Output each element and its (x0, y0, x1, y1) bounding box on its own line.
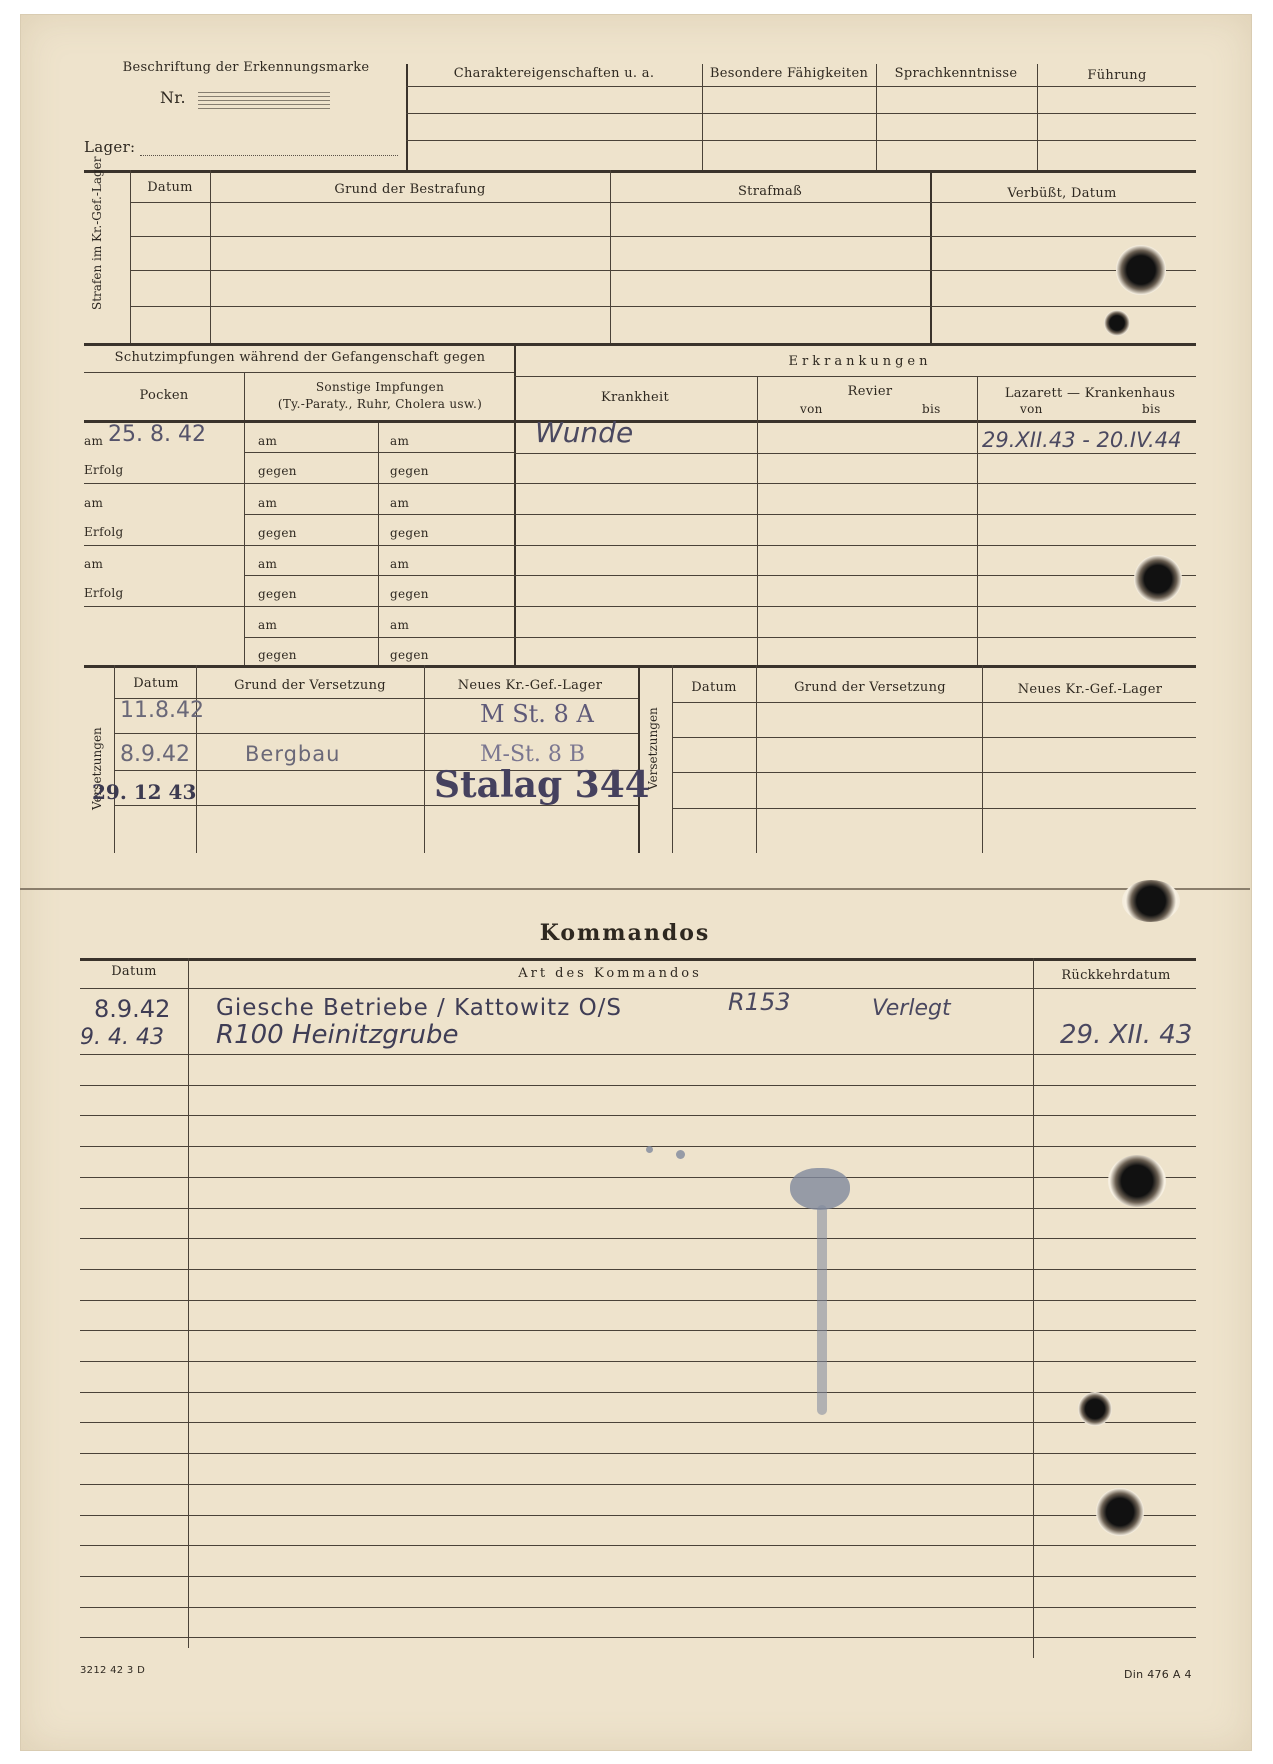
lazarett-bis: bis (1142, 402, 1161, 416)
punch-hole-3 (1134, 555, 1182, 603)
pocken-erfolg-3: Erfolg (84, 586, 124, 600)
erkrankungen-header: Erkrankungen (788, 354, 932, 369)
k-row1-datum: 8.9.42 (94, 995, 171, 1023)
strafen-strafmass: Strafmaß (737, 184, 803, 199)
kommandos-row-line (80, 1054, 1196, 1055)
pocken-am-2: am (84, 496, 104, 510)
sonst-gegen-4b: gegen (390, 648, 429, 662)
kommandos-art-label: Art des Kommandos (518, 966, 702, 981)
sonst-am-3a: am (258, 557, 278, 571)
strafen-verbuesst: Verbüßt, Datum (1007, 186, 1117, 201)
pocken-date: 25. 8. 42 (108, 422, 206, 447)
vers-neues-left: Neues Kr.-Gef.-Lager (457, 678, 603, 693)
k-row2-art: R100 Heinitzgrube (216, 1020, 459, 1050)
ink-dot-2 (676, 1150, 685, 1159)
strafen-datum: Datum (147, 180, 193, 195)
lager-dotted-line (140, 155, 398, 156)
vers-row2-lager: M-St. 8 B (480, 742, 586, 767)
kommandos-row-line (80, 1392, 1196, 1393)
kommandos-datum-label: Datum (111, 964, 157, 979)
vers-grund-right: Grund der Versetzung (794, 680, 946, 695)
ink-dot-1 (646, 1146, 653, 1153)
lazarett-entry: 29.XII.43 - 20.IV.44 (982, 428, 1182, 452)
sonst-am-2a: am (258, 496, 278, 510)
vers-datum-right: Datum (691, 680, 737, 695)
kommandos-row-line (80, 1484, 1196, 1485)
vers-neues-right: Neues Kr.-Gef.-Lager (1017, 682, 1163, 697)
kommandos-row-line (80, 1085, 1196, 1086)
kommandos-row-line (80, 1300, 1196, 1301)
charakter-label: Charaktereigenschaften u. a. (453, 66, 655, 81)
sonst-gegen-1b: gegen (390, 464, 429, 478)
fuehrung-label: Führung (1087, 68, 1147, 83)
sonst-am-4a: am (258, 618, 278, 632)
versetzungen-side-left: Versetzungen (90, 727, 104, 810)
krankheit-label: Krankheit (600, 390, 670, 405)
strafen-side-label: Strafen im Kr.-Gef.-Lager (90, 156, 104, 310)
nr-hatch (198, 92, 330, 112)
kommandos-row-line (80, 1515, 1196, 1516)
ink-drip (817, 1205, 827, 1415)
sonst-gegen-4a: gegen (258, 648, 297, 662)
k-row1-note2: Verlegt (872, 996, 951, 1021)
punch-hole-5 (1108, 1155, 1166, 1207)
kommandos-row-line (80, 1576, 1196, 1577)
pocken-am-1: am (84, 434, 104, 448)
punch-hole-7 (1096, 1488, 1144, 1536)
sonst-am-3b: am (390, 557, 410, 571)
kommandos-row-line (80, 1422, 1196, 1423)
footer-right: Din 476 A 4 (1124, 1668, 1192, 1681)
kommandos-rueckkehr-label: Rückkehrdatum (1061, 968, 1171, 983)
k-row1-note1: R153 (728, 988, 791, 1016)
vers-row1-datum: 11.8.42 (120, 698, 204, 723)
kommandos-row-line (80, 1115, 1196, 1116)
k-row1-rueckkehr: 29. XII. 43 (1060, 1020, 1193, 1050)
kommandos-row-line (80, 1330, 1196, 1331)
sonst-am-1a: am (258, 434, 278, 448)
punch-hole-6 (1078, 1392, 1112, 1426)
vers-row2-grund: Bergbau (245, 742, 341, 766)
erkennungsmarke-label: Beschriftung der Erkennungsmarke (122, 60, 370, 75)
strafen-grund: Grund der Bestrafung (334, 182, 486, 197)
kommandos-row-line (80, 1146, 1196, 1147)
kommandos-row-line (80, 1238, 1196, 1239)
vers-row2-datum: 8.9.42 (120, 742, 190, 767)
pocken-erfolg-1: Erfolg (84, 463, 124, 477)
revier-bis: bis (922, 402, 941, 416)
sonst-gegen-3b: gegen (390, 587, 429, 601)
vers-datum-left: Datum (133, 676, 179, 691)
fold-line (20, 888, 1250, 890)
kommandos-row-line (80, 1177, 1196, 1178)
sonst-am-4b: am (390, 618, 410, 632)
vers-grund-left: Grund der Versetzung (234, 678, 386, 693)
kommandos-row-line (80, 1361, 1196, 1362)
k-row2-datum: 9. 4. 43 (80, 1025, 164, 1050)
kommandos-row-line (80, 1607, 1196, 1608)
sonst-am-2b: am (390, 496, 410, 510)
sonst-gegen-3a: gegen (258, 587, 297, 601)
kommandos-row-line (80, 1208, 1196, 1209)
impfungen-header: Schutzimpfungen während der Gefangenschaft gegen (114, 350, 486, 365)
revier-label: Revier (847, 384, 893, 399)
versetzungen-side-right: Versetzungen (646, 707, 660, 790)
sonst-gegen-2b: gegen (390, 526, 429, 540)
punch-hole-4 (1122, 880, 1180, 922)
nr-label: Nr. (160, 88, 186, 107)
vers-row3-lager: Stalag 344 (434, 764, 650, 806)
revier-von: von (800, 402, 823, 416)
sonstige-sub-label: (Ty.-Paraty., Ruhr, Cholera usw.) (277, 397, 483, 411)
punch-hole-2 (1104, 310, 1130, 336)
sonstige-label: Sonstige Impfungen (315, 380, 445, 394)
k-row1-art: Giesche Betriebe / Kattowitz O/S (216, 995, 623, 1021)
sonst-gegen-1a: gegen (258, 464, 297, 478)
lager-label: Lager: (84, 138, 136, 156)
lazarett-label: Lazarett — Krankenhaus (1004, 386, 1176, 401)
pocken-am-3: am (84, 557, 104, 571)
vers-row3-datum: 29. 12 43 (92, 780, 197, 804)
personnel-card (20, 14, 1252, 1751)
kommandos-row-line (80, 1637, 1196, 1638)
lazarett-von: von (1020, 402, 1043, 416)
krankheit-entry: Wunde (535, 416, 634, 449)
ink-blot (790, 1168, 850, 1210)
pocken-erfolg-2: Erfolg (84, 525, 124, 539)
punch-hole-1 (1116, 245, 1166, 295)
kommandos-row-line (80, 1453, 1196, 1454)
footer-left: 3212 42 3 D (80, 1665, 146, 1676)
sonst-gegen-2a: gegen (258, 526, 297, 540)
kommandos-row-line (80, 1269, 1196, 1270)
kommandos-row-line (80, 1545, 1196, 1546)
faehigkeiten-label: Besondere Fähigkeiten (709, 66, 869, 81)
kommandos-title: Kommandos (539, 920, 711, 946)
pocken-label: Pocken (139, 388, 189, 403)
sonst-am-1b: am (390, 434, 410, 448)
sprachen-label: Sprachkenntnisse (894, 66, 1018, 81)
vers-row1-lager: M St. 8 A (480, 700, 594, 728)
